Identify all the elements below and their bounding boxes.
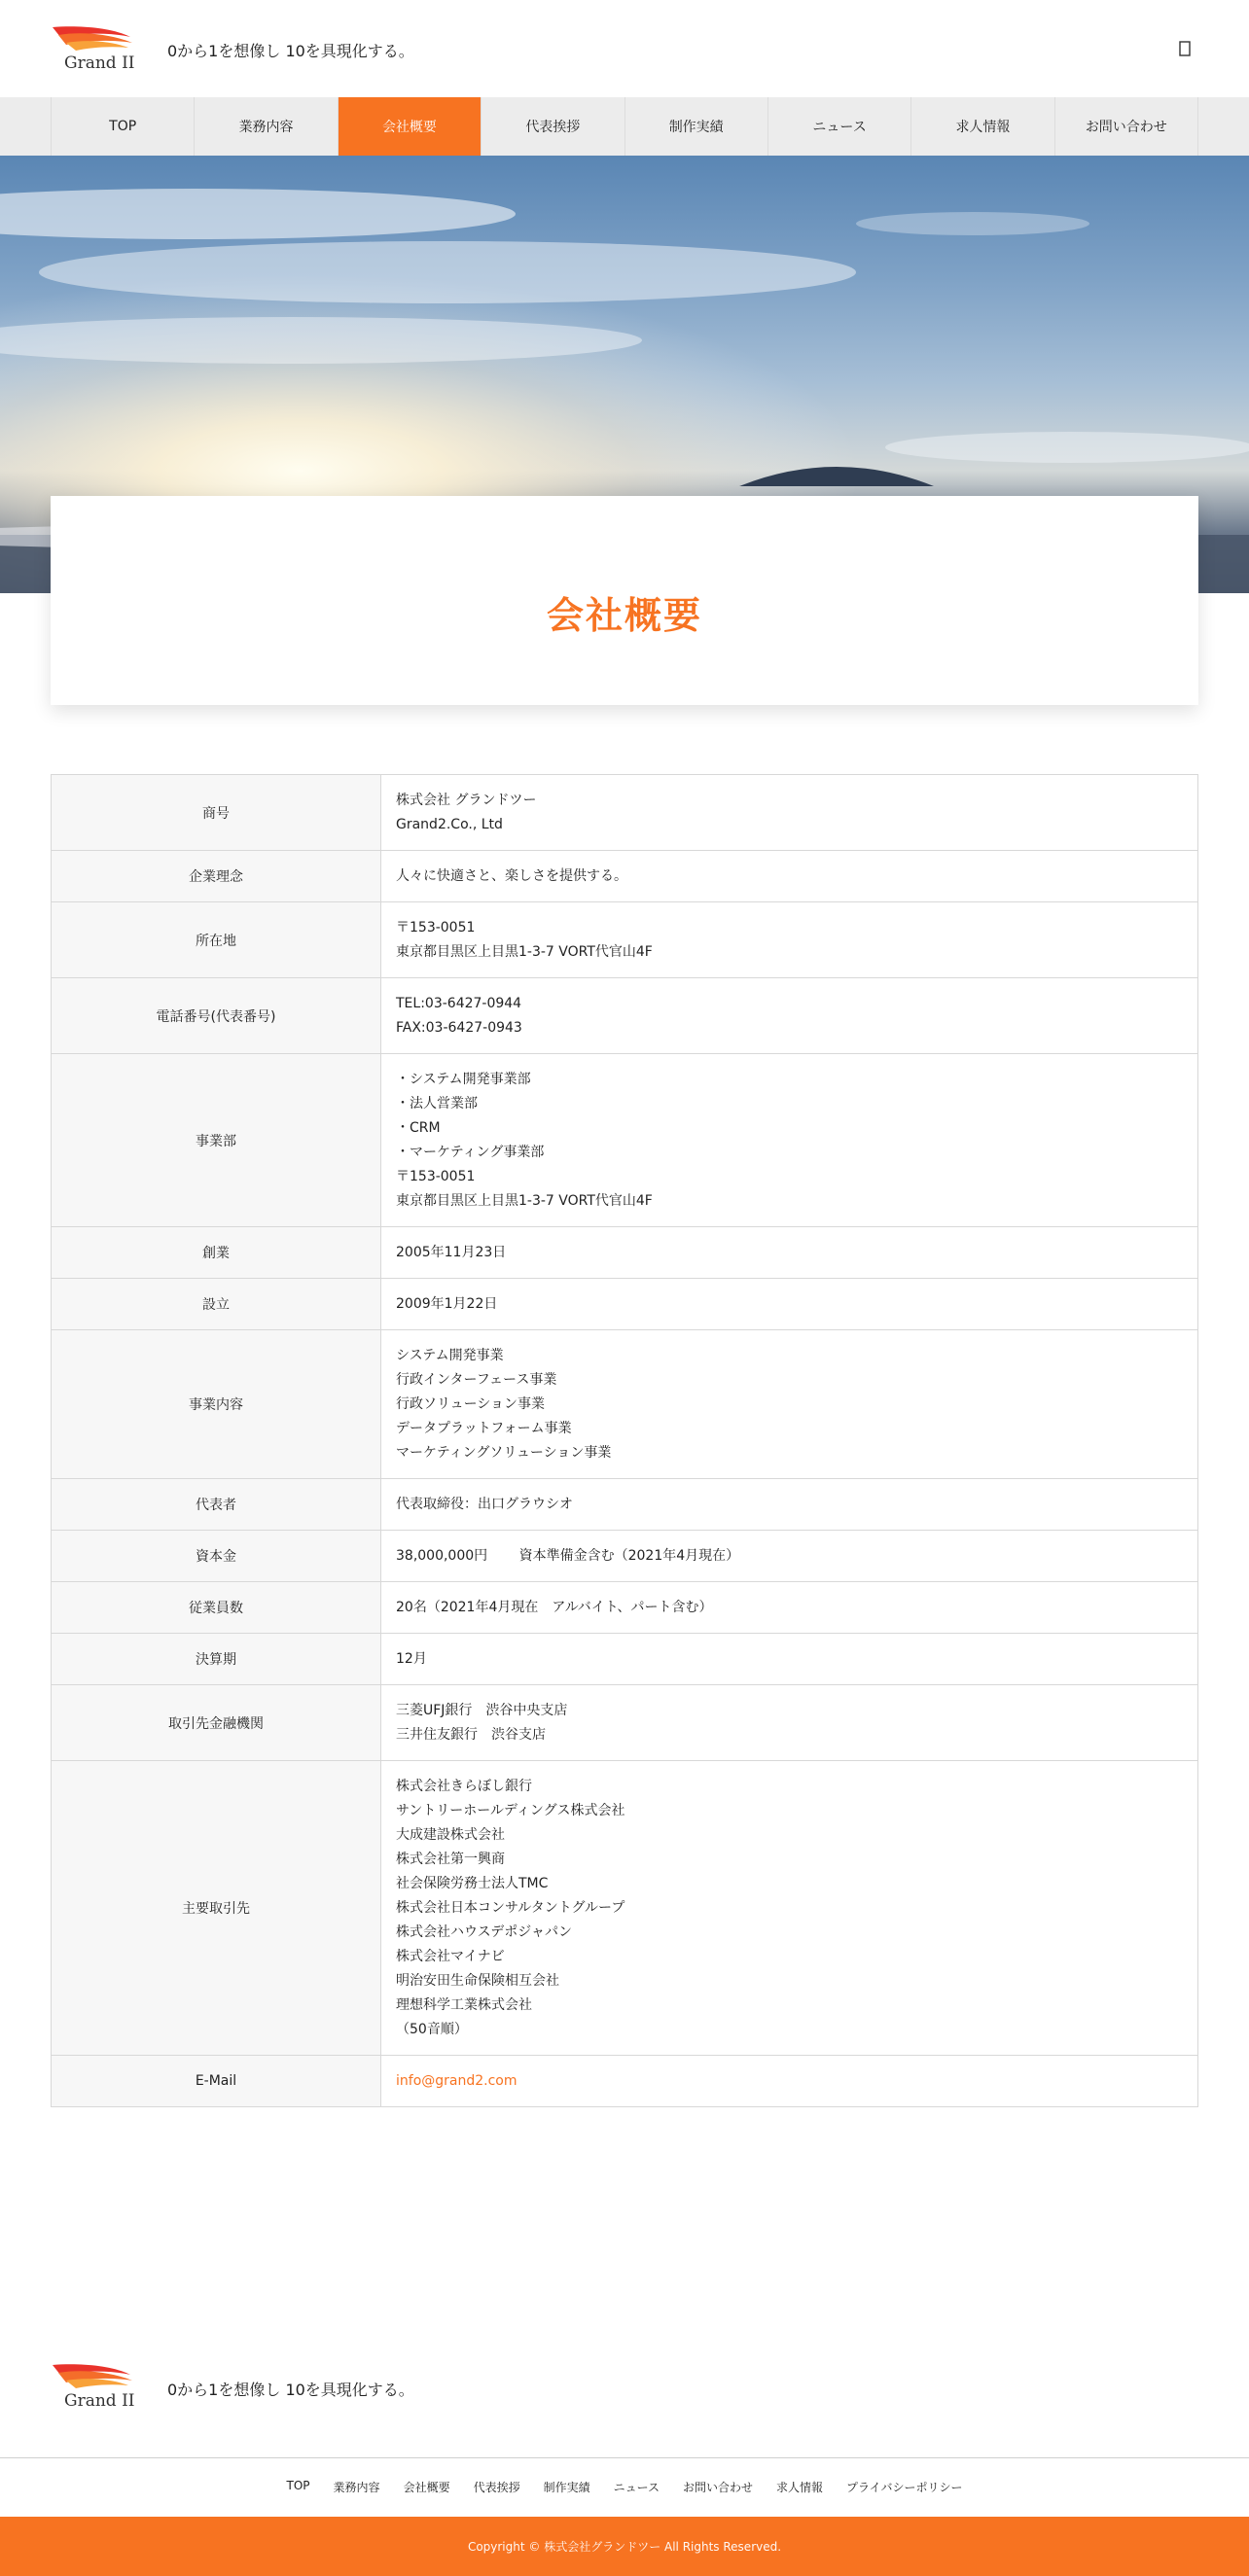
value-line: 2009年1月22日 — [396, 1296, 498, 1312]
value-line: 東京都目黒区上目黒1-3-7 VORT代官山4F — [396, 1193, 653, 1209]
row-label: 事業部 — [52, 1054, 381, 1227]
row-founded — [52, 1227, 1198, 1279]
row-representative — [52, 1479, 1198, 1531]
row-value — [381, 775, 1198, 851]
nav-item-works[interactable]: 制作実績 — [625, 97, 768, 156]
value-line: 大成建設株式会社 — [396, 1827, 505, 1843]
row-divisions — [52, 1054, 1198, 1227]
value-line: 株式会社マイナビ — [396, 1949, 505, 1964]
row-label: 決算期 — [52, 1634, 381, 1685]
footer-link-greeting[interactable]: 代表挨拶 — [473, 2481, 520, 2494]
row-value — [381, 1479, 1198, 1531]
footer-divider — [0, 2457, 1249, 2458]
value-line: Grand2.Co., Ltd — [396, 817, 503, 832]
value-line: 株式会社日本コンサルタントグループ — [396, 1900, 625, 1916]
value-line: 12月 — [396, 1651, 427, 1667]
value-line: 社会保険労務士法人TMC — [396, 1876, 549, 1891]
row-label: 資本金 — [52, 1531, 381, 1582]
value-line: 代表取締役：出口グラウシオ — [396, 1497, 573, 1512]
row-value — [381, 1582, 1198, 1634]
row-value — [381, 1685, 1198, 1761]
nav-item-top[interactable]: TOP — [52, 97, 195, 156]
copyright-text: Copyright © 株式会社グランドツー All Rights Reserved. — [467, 2540, 782, 2554]
row-value — [381, 851, 1198, 902]
value-line: ・システム開発事業部 — [396, 1072, 531, 1087]
row-value — [381, 902, 1198, 978]
row-label: 従業員数 — [52, 1582, 381, 1634]
email-link[interactable]: info@grand2.com — [396, 2073, 517, 2089]
page-title: 会社概要 — [546, 594, 702, 637]
value-line: （50音順） — [396, 2022, 468, 2037]
row-label: E-Mail — [52, 2056, 381, 2107]
value-line: 〒153-0051 — [396, 1169, 476, 1184]
value-line: 東京都目黒区上目黒1-3-7 VORT代官山4F — [396, 944, 653, 960]
value-line: データプラットフォーム事業 — [396, 1421, 572, 1436]
global-nav — [0, 97, 1249, 156]
row-label: 主要取引先 — [52, 1761, 381, 2056]
value-line: 人々に快適さと、楽しさを提供する。 — [396, 868, 627, 884]
row-email — [52, 2056, 1198, 2107]
footer-link-contact[interactable]: お問い合わせ — [683, 2481, 754, 2494]
row-capital — [52, 1531, 1198, 1582]
value-line: 2005年11月23日 — [396, 1245, 507, 1260]
footer-link-privacy[interactable]: プライバシーポリシー — [846, 2481, 963, 2494]
row-label: 代表者 — [52, 1479, 381, 1531]
value-line: 行政インターフェース事業 — [396, 1372, 557, 1388]
row-clients — [52, 1761, 1198, 2056]
row-label: 企業理念 — [52, 851, 381, 902]
row-philosophy — [52, 851, 1198, 902]
header-tagline: 0から1を想像し 10を具現化する。 — [167, 42, 414, 60]
hamburger-menu-icon[interactable] — [1179, 41, 1191, 56]
row-value — [381, 978, 1198, 1054]
value-line: TEL:03-6427-0944 — [396, 996, 522, 1011]
value-line: 三菱UFJ銀行 渋谷中央支店 — [396, 1703, 568, 1718]
row-label: 商号 — [52, 775, 381, 851]
copyright-bar — [0, 2517, 1249, 2576]
row-value — [381, 1531, 1198, 1582]
value-line: マーケティングソリューション事業 — [396, 1445, 612, 1461]
footer-link-works[interactable]: 制作実績 — [543, 2481, 590, 2494]
value-line: サントリーホールディングス株式会社 — [396, 1803, 625, 1818]
value-line: 理想科学工業株式会社 — [396, 1997, 532, 2013]
row-value — [381, 1227, 1198, 1279]
site-header — [0, 0, 1249, 97]
footer-link-top[interactable]: TOP — [286, 2479, 310, 2492]
footer-link-company[interactable]: 会社概要 — [403, 2481, 450, 2494]
row-value — [381, 1634, 1198, 1685]
row-label: 電話番号(代表番号) — [52, 978, 381, 1054]
nav-item-recruit[interactable]: 求人情報 — [911, 97, 1054, 156]
value-line: 〒153-0051 — [396, 920, 476, 935]
row-fiscal — [52, 1634, 1198, 1685]
row-label: 事業内容 — [52, 1330, 381, 1479]
row-value — [381, 1761, 1198, 2056]
footer-link-recruit[interactable]: 求人情報 — [776, 2481, 824, 2494]
value-line: 株式会社第一興商 — [396, 1852, 505, 1867]
footer-logo-text: Grand II — [64, 2391, 135, 2411]
nav-item-contact[interactable]: お問い合わせ — [1055, 97, 1198, 156]
value-line: 三井住友銀行 渋谷支店 — [396, 1727, 546, 1743]
row-value — [381, 2056, 1198, 2107]
value-line: FAX:03-6427-0943 — [396, 1020, 522, 1036]
nav-item-services[interactable]: 業務内容 — [195, 97, 338, 156]
row-phone — [52, 978, 1198, 1054]
value-line: 20名（2021年4月現在 アルバイト、パート含む） — [396, 1600, 713, 1615]
row-value — [381, 1330, 1198, 1479]
row-label: 所在地 — [52, 902, 381, 978]
company-info-table — [51, 774, 1198, 2107]
value-line: 株式会社ハウスデポジャパン — [396, 1924, 573, 1940]
row-label: 取引先金融機関 — [52, 1685, 381, 1761]
footer-tagline: 0から1を想像し 10を具現化する。 — [167, 2381, 414, 2399]
footer-nav — [0, 2479, 1249, 2495]
row-value — [381, 1279, 1198, 1330]
site-logo[interactable] — [51, 23, 134, 76]
nav-item-news[interactable]: ニュース — [768, 97, 911, 156]
row-established — [52, 1279, 1198, 1330]
row-address — [52, 902, 1198, 978]
logo-text: Grand II — [64, 53, 135, 73]
row-employees — [52, 1582, 1198, 1634]
row-label: 設立 — [52, 1279, 381, 1330]
row-banks — [52, 1685, 1198, 1761]
footer-link-services[interactable]: 業務内容 — [333, 2481, 380, 2494]
value-line: 株式会社きらぼし銀行 — [396, 1779, 532, 1794]
value-line: ・CRM — [396, 1120, 441, 1136]
value-line: ・マーケティング事業部 — [396, 1145, 545, 1160]
value-line: 38,000,000円 資本準備金含む（2021年4月現在） — [396, 1548, 740, 1564]
value-line: システム開発事業 — [396, 1348, 504, 1363]
row-business — [52, 1330, 1198, 1479]
value-line: 株式会社 グランドツー — [396, 793, 537, 808]
row-trade-name — [52, 775, 1198, 851]
row-value — [381, 1054, 1198, 1227]
nav-item-greeting[interactable]: 代表挨拶 — [482, 97, 624, 156]
footer-link-news[interactable]: ニュース — [613, 2481, 660, 2494]
nav-item-company[interactable]: 会社概要 — [339, 97, 482, 156]
row-label: 創業 — [52, 1227, 381, 1279]
value-line: 行政ソリューション事業 — [396, 1396, 546, 1412]
page-title-card — [51, 496, 1198, 705]
footer-logo[interactable] — [51, 2361, 134, 2414]
value-line: 明治安田生命保険相互会社 — [396, 1973, 559, 1989]
value-line: ・法人営業部 — [396, 1096, 478, 1112]
